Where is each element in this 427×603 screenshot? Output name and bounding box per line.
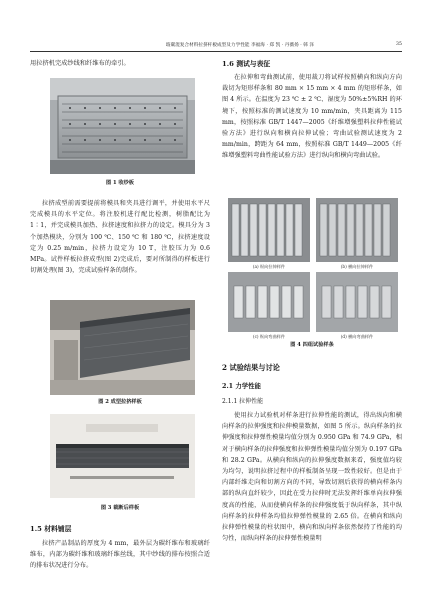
- figure-2-caption: 图 2 成型拉挤样板: [98, 399, 142, 405]
- figure-4b-label: (b) 横向拉伸样件: [340, 264, 374, 269]
- running-header: [30, 40, 402, 50]
- right-paragraph-2-1-1: 使用拉力试验机对样条进行拉伸性能的测试，得出纵向和横向样条的拉伸强度和拉伸模量数据，如图 5 所示。纵向样条的拉伸强度和拉伸弹性模量均值分别为 0.950 GPa 和 74.9 GPa，相对于横向样条的拉伸强度和拉伸弹性模量均值分别为 0.197 GPa 和 28.2 GPa。从横向和纵向的拉伸强度数据来看，强度值均较为均匀，说明拉挤过程中的样板制备呈现一致性较好。但是由于内部纤维走向和切割方向的不同，导致切割后获得的横向样条内部的纵向直纤较少，因此在受力拉伸时无法发挥纤维单向拉伸强度高的性能，从而使横向样条的拉伸强度低于纵向样条，其中纵向样条的拉伸样条均值拉伸弹性模量的 2.65 倍。在横向和纵向拉伸弹性模量的柱状图中，横向和纵向样条依然保持了性能的均匀性，而纵向样条的拉伸弹性模量明: [222, 412, 402, 543]
- page-number: 35: [396, 42, 402, 47]
- figure-4a-photo: [228, 198, 310, 262]
- left-paragraph-top: 用拉挤机完成纱线和纤维布的牵引。: [30, 60, 130, 67]
- section-1-5-heading: 1.5 材料铺层: [30, 525, 72, 533]
- figure-1-yarn-guide-photo: [50, 78, 195, 174]
- figure-4c-photo: [228, 272, 310, 332]
- figure-4-caption: 图 4 四组试验样条: [290, 342, 334, 348]
- section-2-heading: 2 试验结果与讨论: [222, 363, 280, 372]
- right-paragraph-1-6: 在拉伸和弯曲测试前，使用裁刀将试样按照横向和纵向方向裁切为矩形样条和 80 mm × 15 mm × 4 mm 的矩形样条，如图 4 所示。在温度为 23 ℃ ± 2 ℃、湿度为 50%±5%RH 的环境下，按照标准的测试速度为 10 mm/min，夹具距离为 115 mm，按照标准 GB/T 1447—2005《纤维增强塑料拉伸性能试验方法》进行纵向和横向拉伸试验；弯曲试验测试速度为 2 mm/min，跨距为 64 mm，按照标准 GB/T 1449—2005《纤维增强塑料弯曲性能试验方法》进行纵向和横向弯曲试验。: [222, 74, 402, 160]
- figure-3-caption: 图 3 裁断后样板: [100, 505, 140, 511]
- left-paragraph-bottom: 拉挤产品制品的厚度为 4 mm，最外层为碳纤维布和玻璃纤维布，内部为碳纤维和玻璃纤维丝线，其中纱线的排布按照合适的排布状况进行分布。: [30, 540, 210, 570]
- figure-4c-label: (c) 纵向弯曲样件: [252, 334, 286, 339]
- figure-3-cut-panel-photo: [50, 414, 195, 498]
- figure-4a-label: (a) 纵向拉伸样件: [252, 264, 286, 269]
- figure-4b-photo: [316, 198, 398, 262]
- figure-1-caption: 图 1 收纱板: [106, 180, 134, 186]
- header-rule: [30, 51, 402, 52]
- section-2-1-heading: 2.1 力学性能: [222, 382, 261, 390]
- figure-4d-label: (d) 横向弯曲样件: [340, 334, 374, 339]
- left-paragraph-mid: 拉挤成型前需要提前将模具和夹具进行调平，并使用水平尺完成模具的水平定位。将注胶机进行配比检测，树脂配比为 1∶1，并完成模具加热、拉挤速度和拉挤力的设定。模具分为 3 个加热模块，分别为 100 ℃、150 ℃ 和 180 ℃，拉挤速度设定为 0.25 m/min，拉挤力设定为 10 T，注胶压力为 0.6 MPa。试件样板拉挤成型(图 2)完成后，要对所制得的样板进行切割处理(图 3)，完成试验样条的制作。: [30, 200, 210, 275]
- section-2-1-1-heading: 2.1.1 拉伸性能: [222, 398, 264, 405]
- section-1-6-heading: 1.6 测试与表征: [222, 60, 271, 68]
- figure-2-pultruded-panel-photo: [50, 300, 195, 395]
- header-title: 玻碳混复合材料拉挤杆板成型及力学性能 李福海 · 郑 凯 · 丹薇扬 · 韩 泽: [165, 43, 315, 48]
- figure-4d-photo: [316, 272, 398, 332]
